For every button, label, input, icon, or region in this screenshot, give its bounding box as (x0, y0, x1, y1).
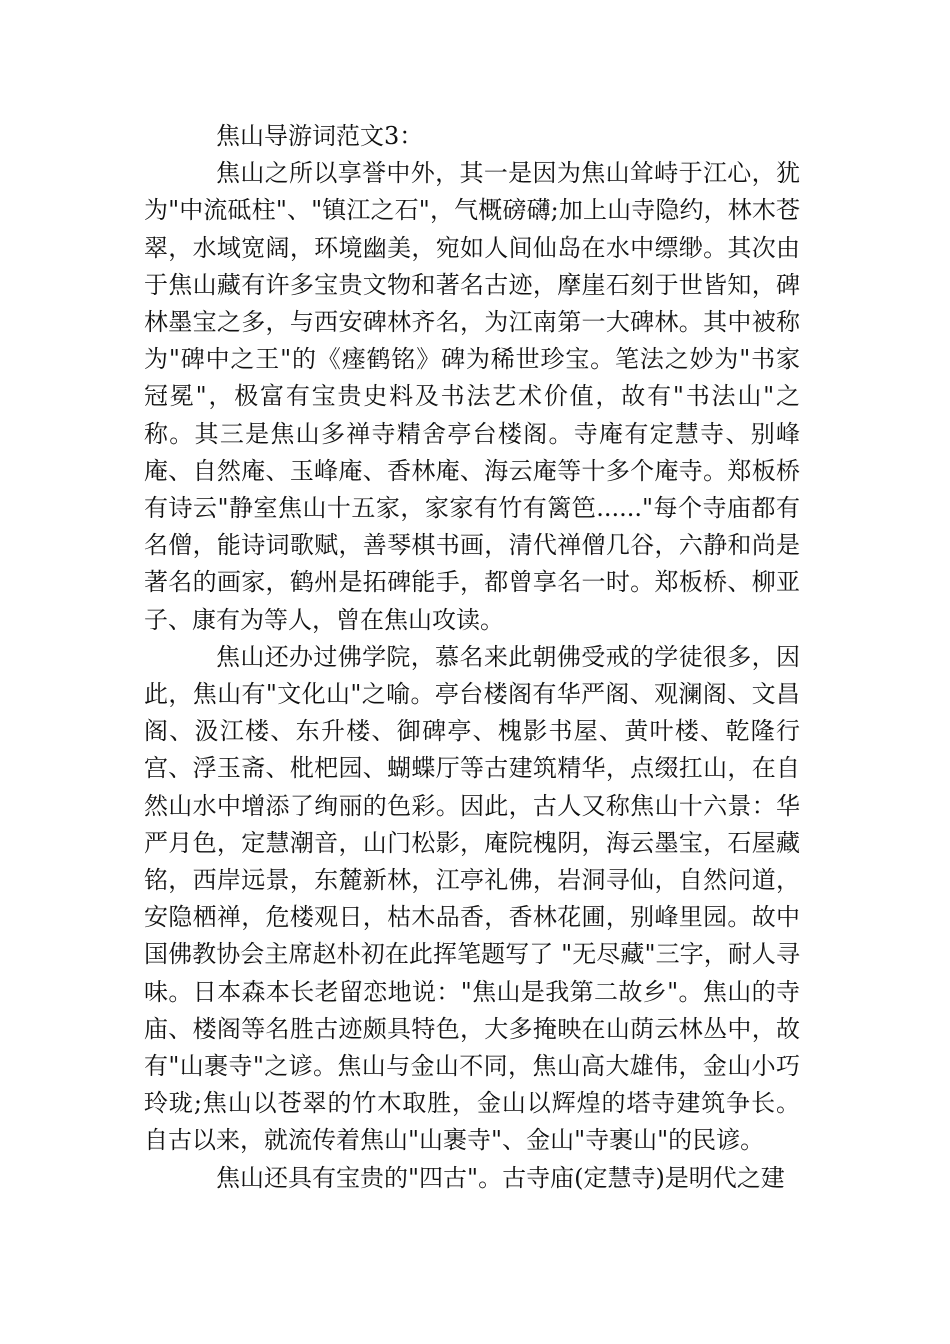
document-heading: 焦山导游词范文3： (216, 122, 424, 150)
paragraph-2: 焦山还办过佛学院，慕名来此朝佛受戒的学徒很多，因此，焦山有"文化山"之喻。亭台楼阁有华严阁、观澜阁、文昌阁、汲江楼、东升楼、御碑亭、槐影书屋、黄叶楼、乾隆行宫、浮玉斋、枇杷园、蝴蝶厅等古建筑精华，点缀扛山，在自然山水中增添了绚丽的色彩。因此，古人又称焦山十六景：华严月色，定慧潮音，山门松影，庵院槐阴，海云墨宝，石屋藏铭，西岸远景，东麓新林，江亭礼佛，岩洞寻仙，自然问道，安隐栖禅，危楼观日，枯木品香，香林花圃，别峰里园。故中国佛教协会主席赵朴初在此挥笔题写了 "无尽藏"三字，耐人寻味。日本森本长老留恋地说："焦山是我第二故乡"。焦山的寺庙、楼阁等名胜古迹颇具特色，大多掩映在山荫云林丛中，故有"山裹寺"之谚。焦山与金山不同，焦山高大雄伟，金山小巧玲珑;焦山以苍翠的竹木取胜，金山以辉煌的塔寺建筑争长。自古以来，就流传着焦山"山裹寺"、金山"寺裹山"的民谚。 (144, 642, 800, 1155)
paragraph-1: 焦山之所以享誉中外，其一是因为焦山耸峙于江心，犹为"中流砥柱"、"镇江之石"，气概磅礴;加上山寺隐约，林木苍翠，水域宽阔，环境幽美，宛如人间仙岛在水中缥缈。其次由于焦山藏有许多宝贵文物和著名古迹，摩崖石刻于世皆知，碑林墨宝之多，与西安碑林齐名，为江南第一大碑林。其中被称为"碑中之王"的《瘗鹤铭》碑为稀世珍宝。笔法之妙为"书家冠冕"，极富有宝贵史料及书法艺术价值，故有"书法山"之称。其三是焦山多禅寺精舍亭台楼阁。寺庵有定慧寺、别峰庵、自然庵、玉峰庵、香林庵、海云庵等十多个庵寺。郑板桥有诗云"静室焦山十五家，家家有竹有篱笆......"每个寺庙都有名僧，能诗词歌赋，善琴棋书画，清代禅僧几谷，六静和尚是著名的画家，鹤州是拓碑能手，都曾享名一时。郑板桥、柳亚子、康有为等人，曾在焦山攻读。 (144, 159, 800, 634)
paragraph-3: 焦山还具有宝贵的"四古"。古寺庙(定慧寺)是明代之建 (216, 1163, 785, 1192)
document-body (144, 118, 800, 1197)
